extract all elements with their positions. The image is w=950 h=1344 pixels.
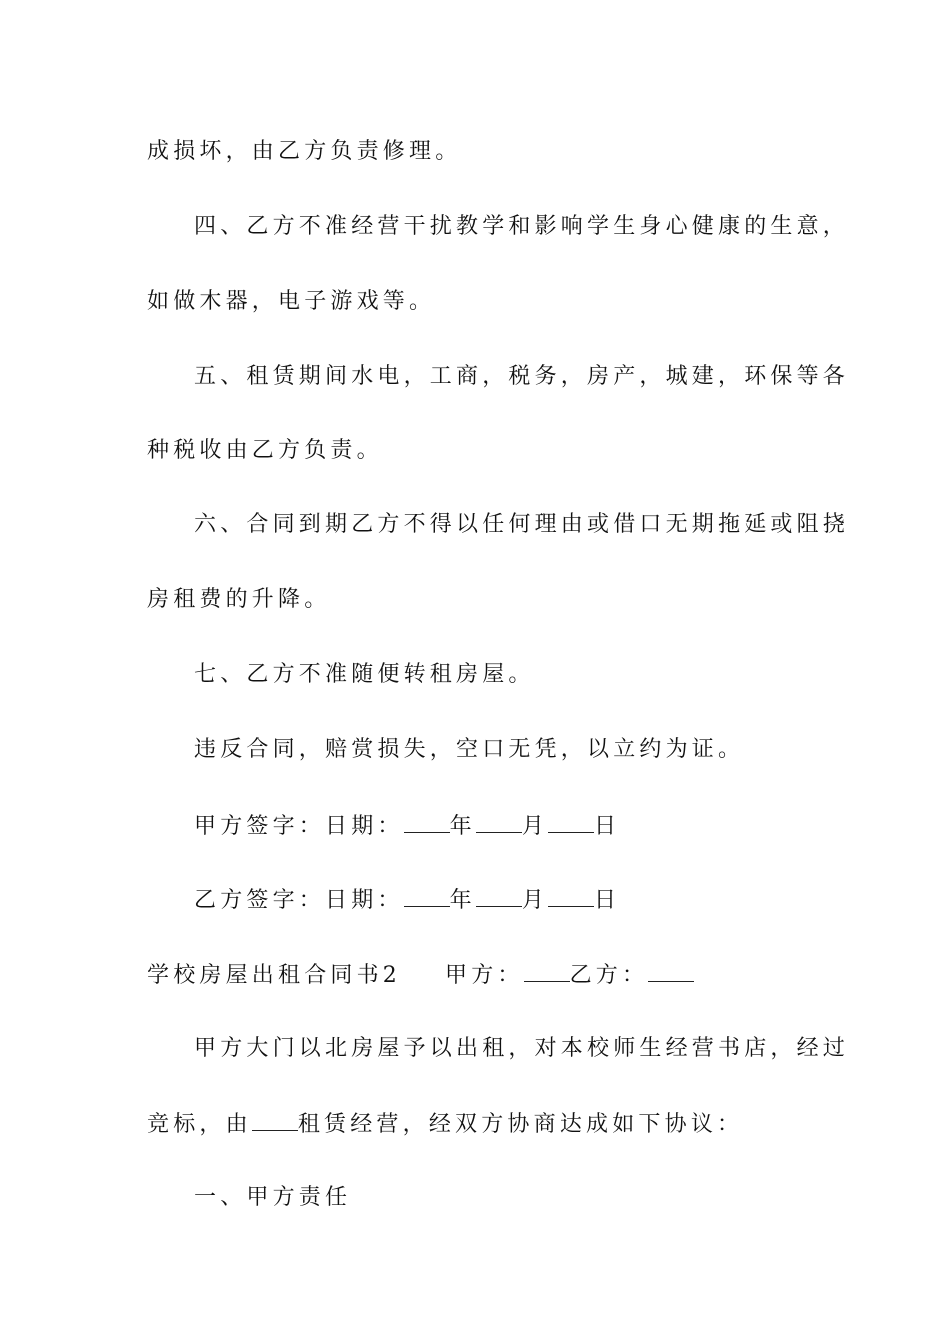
text-line: 四、乙方不准经营干扰教学和影响学生身心健康的生意， — [194, 214, 850, 239]
year-label: 年 — [449, 814, 476, 839]
party-a-blank — [524, 959, 570, 982]
text-line: 房租费的升降。 — [147, 587, 331, 612]
signature-label: 甲方签字：日期： — [194, 814, 404, 839]
contract-title: 学校房屋出租合同书2 — [147, 963, 401, 988]
text-line: 成损坏，由乙方负责修理。 — [147, 139, 462, 164]
month-blank — [476, 810, 522, 833]
signature-line-party-a — [194, 810, 620, 842]
month-label: 月 — [521, 814, 549, 839]
party-b-label: 乙方： — [569, 963, 649, 988]
text-line: 五、租赁期间水电，工商，税务，房产，城建，环保等各 — [194, 364, 850, 389]
month-blank — [476, 884, 522, 907]
text-line: 七、乙方不准随便转租房屋。 — [194, 662, 535, 687]
day-blank — [548, 810, 594, 833]
year-blank — [404, 810, 450, 833]
day-label: 日 — [594, 888, 621, 913]
text-line: 如做木器，电子游戏等。 — [147, 289, 436, 314]
party-b-blank — [648, 959, 694, 982]
text-line — [147, 1108, 743, 1140]
text-line: 甲方大门以北房屋予以出租，对本校师生经营书店，经过 — [194, 1036, 850, 1061]
lessee-blank — [252, 1108, 298, 1131]
year-blank — [404, 884, 450, 907]
section-heading: 一、甲方责任 — [194, 1185, 352, 1210]
party-a-label: 甲方： — [445, 963, 524, 988]
text-segment: 竞标，由 — [147, 1112, 252, 1137]
text-line: 六、合同到期乙方不得以任何理由或借口无期拖延或阻挠 — [194, 512, 850, 537]
signature-label: 乙方签字：日期： — [194, 888, 404, 913]
day-blank — [548, 884, 594, 907]
month-label: 月 — [521, 888, 549, 913]
text-segment: 租赁经营，经双方协商达成如下协议： — [297, 1112, 744, 1137]
text-line: 种税收由乙方负责。 — [147, 438, 383, 463]
signature-line-party-b — [194, 884, 620, 916]
text-line: 违反合同，赔赏损失，空口无凭，以立约为证。 — [194, 737, 745, 762]
day-label: 日 — [594, 814, 621, 839]
year-label: 年 — [449, 888, 476, 913]
contract-title-line — [147, 959, 694, 991]
